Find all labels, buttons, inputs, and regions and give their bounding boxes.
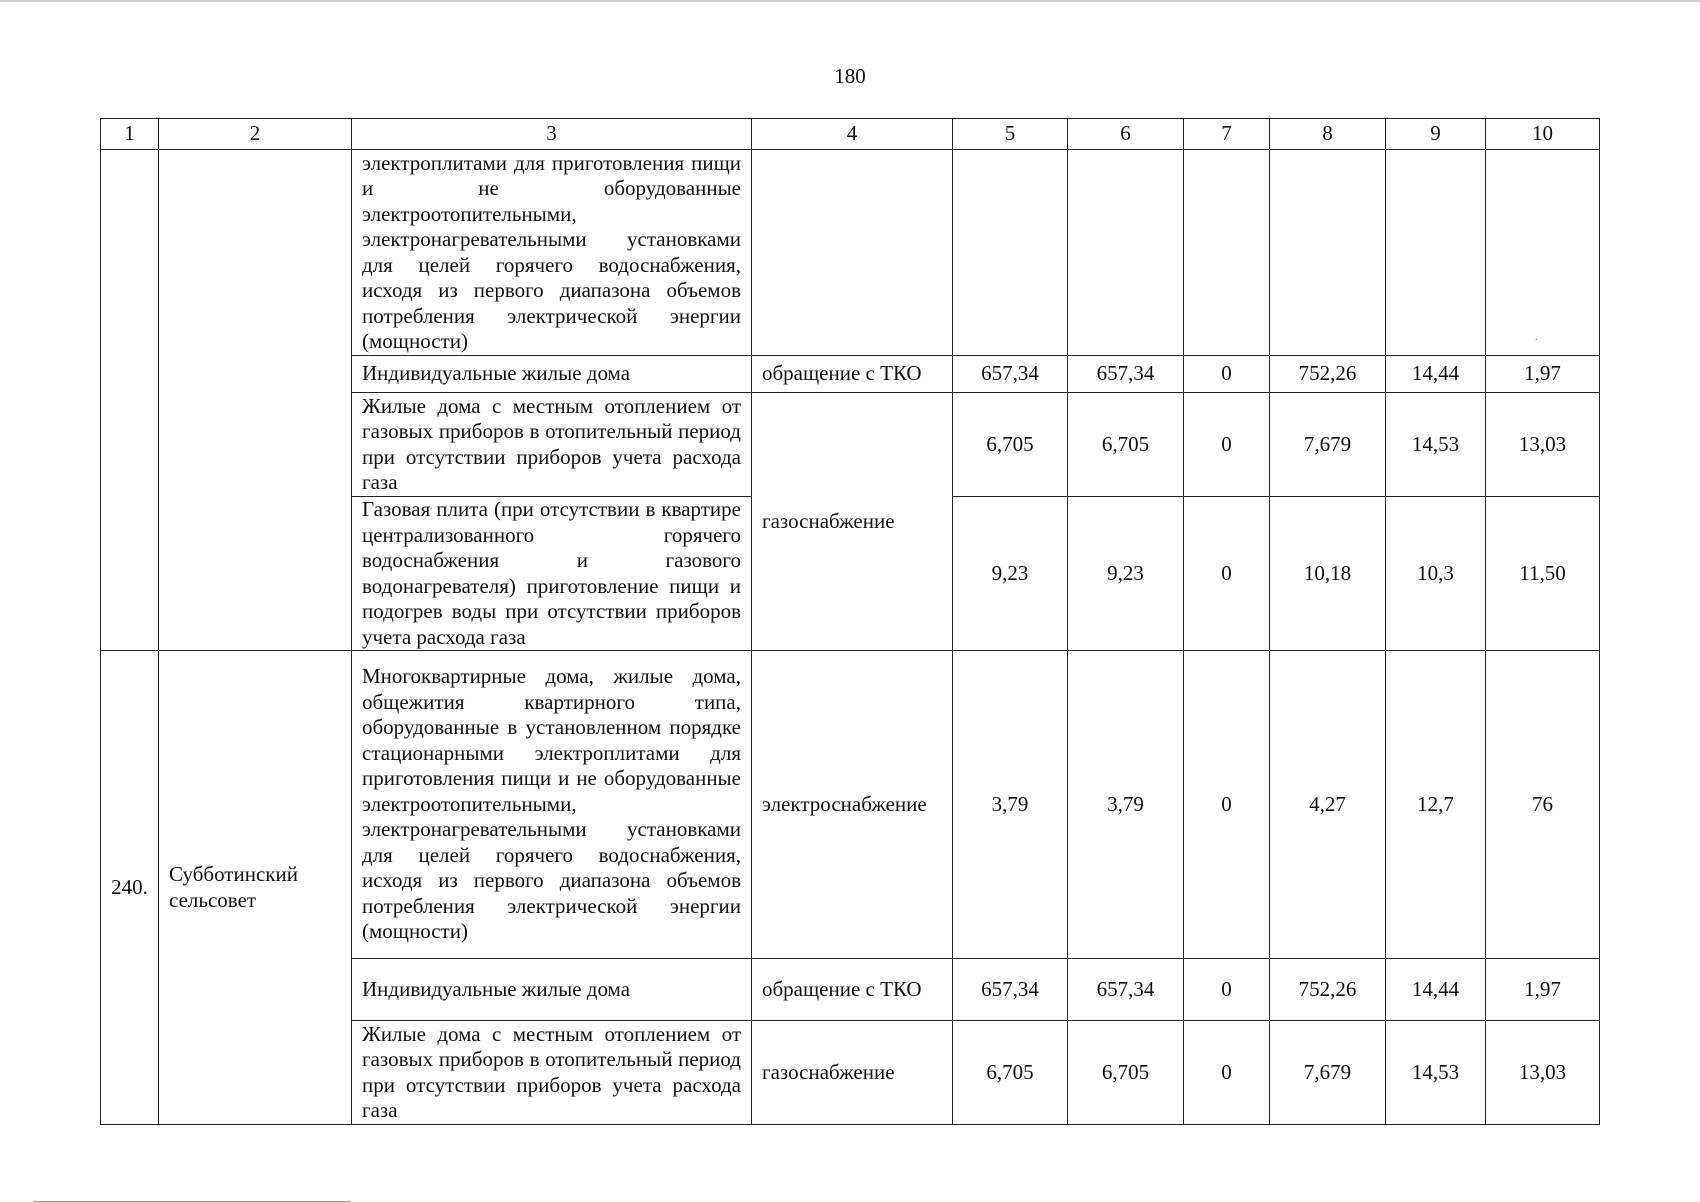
header-cell: 7 xyxy=(1184,119,1270,150)
value-cell: 0 xyxy=(1184,651,1270,959)
header-cell: 6 xyxy=(1068,119,1184,150)
value-cell: 3,79 xyxy=(1068,651,1184,959)
value-cell: 12,7 xyxy=(1386,651,1486,959)
scan-edge xyxy=(0,0,1700,2)
value-cell: 752,26 xyxy=(1270,356,1386,393)
table-row xyxy=(101,651,1600,959)
value-cell xyxy=(1068,150,1184,356)
scan-dot: . xyxy=(1535,332,1538,343)
header-cell: 8 xyxy=(1270,119,1386,150)
value-cell xyxy=(953,150,1068,356)
header-cell: 2 xyxy=(159,119,352,150)
table-row xyxy=(101,150,1600,356)
value-cell: 11,50 xyxy=(1486,497,1600,651)
category-cell: Индивидуальные жилые дома xyxy=(352,356,752,393)
category-cell: Индивидуальные жилые дома xyxy=(352,959,752,1021)
value-cell: 657,34 xyxy=(953,959,1068,1021)
value-cell: 14,53 xyxy=(1386,1021,1486,1125)
value-cell: 6,705 xyxy=(1068,393,1184,497)
value-cell: 657,34 xyxy=(1068,959,1184,1021)
value-cell: 14,44 xyxy=(1386,356,1486,393)
settlement-cell xyxy=(159,150,352,651)
value-cell: 6,705 xyxy=(1068,1021,1184,1125)
value-cell: 1,97 xyxy=(1486,356,1600,393)
value-cell: 0 xyxy=(1184,393,1270,497)
value-cell: 657,34 xyxy=(953,356,1068,393)
category-cell: электроплитами для приготовления пищи и не оборудованные электроотопительными, электронагревательными установками для целей горячего водоснабжения, исходя из первого диапазона объемов потребления электрической энергии (мощности) xyxy=(352,150,752,356)
tariff-table xyxy=(100,118,1600,1125)
value-cell: 0 xyxy=(1184,1021,1270,1125)
value-cell: 7,679 xyxy=(1270,1021,1386,1125)
value-cell xyxy=(1270,150,1386,356)
value-cell: 0 xyxy=(1184,959,1270,1021)
header-cell: 9 xyxy=(1386,119,1486,150)
category-cell: Газовая плита (при отсутствии в квартире централизованного горячего водоснабжения и газового водонагревателя) приготовление пищи и подогрев воды при отсутствии приборов учета расхода газа xyxy=(352,497,752,651)
category-cell: Жилые дома с местным отоплением от газовых приборов в отопительный период при отсутствии приборов учета расхода газа xyxy=(352,393,752,497)
header-row xyxy=(101,119,1600,150)
header-cell: 1 xyxy=(101,119,159,150)
value-cell: 14,53 xyxy=(1386,393,1486,497)
header-cell: 3 xyxy=(352,119,752,150)
value-cell: 3,79 xyxy=(953,651,1068,959)
header-cell: 5 xyxy=(953,119,1068,150)
value-cell: 9,23 xyxy=(1068,497,1184,651)
value-cell: 6,705 xyxy=(953,393,1068,497)
value-cell: 0 xyxy=(1184,497,1270,651)
value-cell: 13,03 xyxy=(1486,1021,1600,1125)
service-cell: газоснабжение xyxy=(752,393,953,651)
service-cell xyxy=(752,150,953,356)
value-cell: 9,23 xyxy=(953,497,1068,651)
value-cell: 10,3 xyxy=(1386,497,1486,651)
value-cell: 7,679 xyxy=(1270,393,1386,497)
value-cell: 14,44 xyxy=(1386,959,1486,1021)
category-cell: Жилые дома с местным отоплением от газовых приборов в отопительный период при отсутствии приборов учета расхода газа xyxy=(352,1021,752,1125)
category-cell: Многоквартирные дома, жилые дома, общежития квартирного типа, оборудованные в установленном порядке стационарными электроплитами для приготовления пищи и не оборудованные электроотопительными, электронагревательными установками для целей горячего водоснабжения, исходя из первого диапазона объемов потребления электрической энергии (мощности) xyxy=(352,651,752,959)
value-cell: 752,26 xyxy=(1270,959,1386,1021)
value-cell: 76 xyxy=(1486,651,1600,959)
row-number-cell: 240. xyxy=(101,651,159,1125)
value-cell: 10,18 xyxy=(1270,497,1386,651)
row-number-cell xyxy=(101,150,159,651)
value-cell: 657,34 xyxy=(1068,356,1184,393)
service-cell: обращение с ТКО xyxy=(752,959,953,1021)
value-cell xyxy=(1184,150,1270,356)
value-cell: 0 xyxy=(1184,356,1270,393)
value-cell xyxy=(1386,150,1486,356)
service-cell: электроснабжение xyxy=(752,651,953,959)
header-cell: 4 xyxy=(752,119,953,150)
service-cell: обращение с ТКО xyxy=(752,356,953,393)
value-cell: 6,705 xyxy=(953,1021,1068,1125)
value-cell xyxy=(1486,150,1600,356)
header-cell: 10 xyxy=(1486,119,1600,150)
value-cell: 4,27 xyxy=(1270,651,1386,959)
settlement-cell: Субботинский сельсовет xyxy=(159,651,352,1125)
page-number: 180 xyxy=(834,64,866,88)
value-cell: 1,97 xyxy=(1486,959,1600,1021)
service-cell: газоснабжение xyxy=(752,1021,953,1125)
value-cell: 13,03 xyxy=(1486,393,1600,497)
